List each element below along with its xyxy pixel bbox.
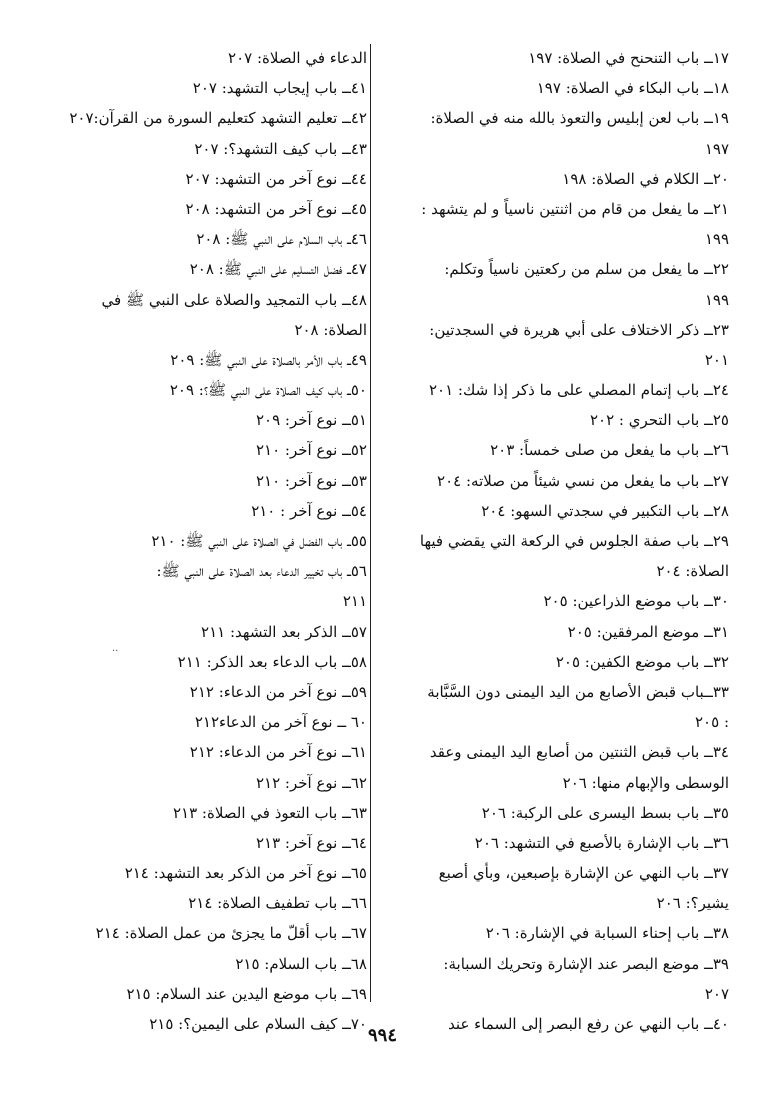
index-line: ٢١١ <box>342 592 367 611</box>
index-line: ٤٧ــ فضل التسليم على النبي ﷺ: ٢٠٨ <box>189 260 367 279</box>
index-line: ٤٩ــ باب الأمر بالصلاة على النبي ﷺ: ٢٠٩ <box>170 350 367 369</box>
index-line: ٤١ــ باب إيجاب التشهد: ٢٠٧ <box>192 79 367 98</box>
index-line: : ٢٠٥ <box>695 713 729 732</box>
left-column <box>7 43 367 1039</box>
index-line: ١٨ــ باب البكاء في الصلاة: ١٩٧ <box>536 79 729 98</box>
index-line: ٤٦ــ باب السلام على النبي ﷺ: ٢٠٨ <box>196 230 367 249</box>
index-line: يشير؟: ٢٠٦ <box>656 894 729 913</box>
index-line: ١٩٩ <box>704 230 729 249</box>
stray-ink-mark: ·· <box>112 646 119 657</box>
index-line: ٢١ــ ما يفعل من قام من اثنتين ناسياً و لم يتشهد : <box>421 199 729 218</box>
index-line: ٦٢ــ نوع آخر: ٢١٢ <box>255 773 367 792</box>
index-line: ٥٧ــ الذكر بعد التشهد: ٢١١ <box>201 622 367 641</box>
index-line: ٦٧ــ باب أقلّ ما يجزئ من عمل الصلاة: ٢١٤ <box>95 924 367 943</box>
index-line: ٢٦ــ باب ما يفعل من صلى خمساً: ٢٠٣ <box>490 441 729 460</box>
index-line: ٣١ــ موضع المرفقين: ٢٠٥ <box>567 622 729 641</box>
index-line: ٤٥ــ نوع آخر من التشهد: ٢٠٨ <box>185 199 367 218</box>
index-line: ٥٩ــ نوع آخر من الدعاء: ٢١٢ <box>189 682 367 701</box>
index-line: ٥١ــ نوع آخر: ٢٠٩ <box>255 411 367 430</box>
page-number: ٩٩٤ <box>367 1025 397 1046</box>
index-line: ٥٣ــ نوع آخر: ٢١٠ <box>255 471 367 490</box>
index-line: ٣٨ــ باب إحناء السبابة في الإشارة: ٢٠٦ <box>485 924 729 943</box>
index-line: ٢٥ــ باب التحري : ٢٠٢ <box>589 411 729 430</box>
index-line: ١٧ــ باب التنحنح في الصلاة: ١٩٧ <box>528 49 729 67</box>
index-line: ١٩٩ <box>704 290 729 309</box>
column-divider <box>370 44 371 1002</box>
index-line: ٢٩ــ باب صفة الجلوس في الركعة التي يقضي فيها <box>419 532 729 550</box>
index-line: ٦٤ــ نوع آخر: ٢١٣ <box>255 833 367 852</box>
index-line: ٣٤ــ باب قبض الثنتين من أصابع اليد اليمنى وعقد <box>429 743 729 762</box>
index-line: ٢٠١ <box>704 350 729 369</box>
index-line: الوسطى والإبهام منها: ٢٠٦ <box>562 773 729 792</box>
index-line: ٥٤ــ نوع آخر : ٢١٠ <box>251 501 367 520</box>
index-line: ٣٠ــ باب موضع الذراعين: ٢٠٥ <box>543 592 729 611</box>
index-line: ١٩٧ <box>704 139 729 158</box>
index-line: ٦٨ــ باب السلام: ٢١٥ <box>235 954 367 973</box>
index-line: ٦١ــ نوع آخر من الدعاء: ٢١٢ <box>189 743 367 762</box>
index-line: ٣٥ــ باب بسط اليسرى على الركبة: ٢٠٦ <box>481 803 729 822</box>
index-line: ٦٩ــ باب موضع اليدين عند السلام: ٢١٥ <box>126 984 367 1003</box>
index-line: ١٩ــ باب لعن إبليس والتعوذ بالله منه في الصلاة: <box>430 109 729 128</box>
index-line: ٧٠ــ كيف السلام على اليمين؟: ٢١٥ <box>149 1015 367 1033</box>
index-line: ٢٠ــ الكلام في الصلاة: ١٩٨ <box>562 169 729 188</box>
index-line: ٣٣ــباب قبض الأصابع من اليد اليمنى دون السَّبَّابة <box>427 682 729 701</box>
index-line: ٦٦ــ باب تطفيف الصلاة: ٢١٤ <box>188 894 367 913</box>
index-line: ٢٣ــ ذكر الاختلاف على أبي هريرة في السجدتين: <box>429 320 729 339</box>
index-line: ٦٠ ــ نوع آخر من الدعاء٢١٢ <box>194 713 367 732</box>
index-line: ٣٢ــ باب موضع الكفين: ٢٠٥ <box>555 652 729 671</box>
index-line: الدعاء في الصلاة: ٢٠٧ <box>228 49 367 67</box>
index-line: ٥٨ــ باب الدعاء بعد الذكر: ٢١١ <box>177 652 367 671</box>
index-line: ٣٦ــ باب الإشارة بالأصبع في التشهد: ٢٠٦ <box>474 833 729 852</box>
index-line: ٢٠٧ <box>704 984 729 1003</box>
index-line: ٤٢ــ تعليم التشهد كتعليم السورة من القرآن:٢٠٧ <box>69 109 367 128</box>
index-line: ٣٧ــ باب النهي عن الإشارة بإصبعين، وبأي أصبع <box>438 864 729 883</box>
index-line: ٥٦ــ باب تخيير الدعاء بعد الصلاة على النبي ﷺ: <box>156 562 367 581</box>
index-line: ٣٩ــ موضع البصر عند الإشارة وتحريك السبابة: <box>443 954 729 973</box>
index-line: ٤٤ــ نوع آخر من التشهد: ٢٠٧ <box>185 169 367 188</box>
index-line: الصلاة: ٢٠٤ <box>656 562 729 581</box>
index-line: ٤٨ــ باب التمجيد والصلاة على النبي ﷺ في <box>101 290 367 309</box>
index-line: ٥٥ــ باب الفضل في الصلاة على النبي ﷺ: ٢١٠ <box>151 532 367 550</box>
index-line: ٦٥ــ نوع آخر من الذكر بعد التشهد: ٢١٤ <box>124 864 367 883</box>
index-line: ٢٧ــ باب ما يفعل من نسي شيئاً من صلاته: ٢٠٤ <box>437 471 729 490</box>
index-line: ٢٤ــ باب إتمام المصلي على ما ذكر إذا شك: ٢٠١ <box>428 381 729 400</box>
index-line: ٢٨ــ باب التكبير في سجدتي السهو: ٢٠٤ <box>481 501 729 520</box>
index-line: الصلاة: ٢٠٨ <box>294 320 367 339</box>
index-line: ٢٢ــ ما يفعل من سلم من ركعتين ناسياً وتكلم: <box>444 260 729 279</box>
index-line: ٤٣ــ باب كيف التشهد؟: ٢٠٧ <box>194 139 367 158</box>
index-line: ٥٠ــ باب كيف الصلاة على النبي ﷺ؟: ٢٠٩ <box>169 381 367 400</box>
index-line: ٦٣ــ باب التعوذ في الصلاة: ٢١٣ <box>172 803 367 822</box>
index-line: ٥٢ــ نوع آخر: ٢١٠ <box>255 441 367 460</box>
right-column <box>379 43 729 1039</box>
index-line: ٤٠ــ باب النهي عن رفع البصر إلى السماء عند <box>448 1015 729 1033</box>
